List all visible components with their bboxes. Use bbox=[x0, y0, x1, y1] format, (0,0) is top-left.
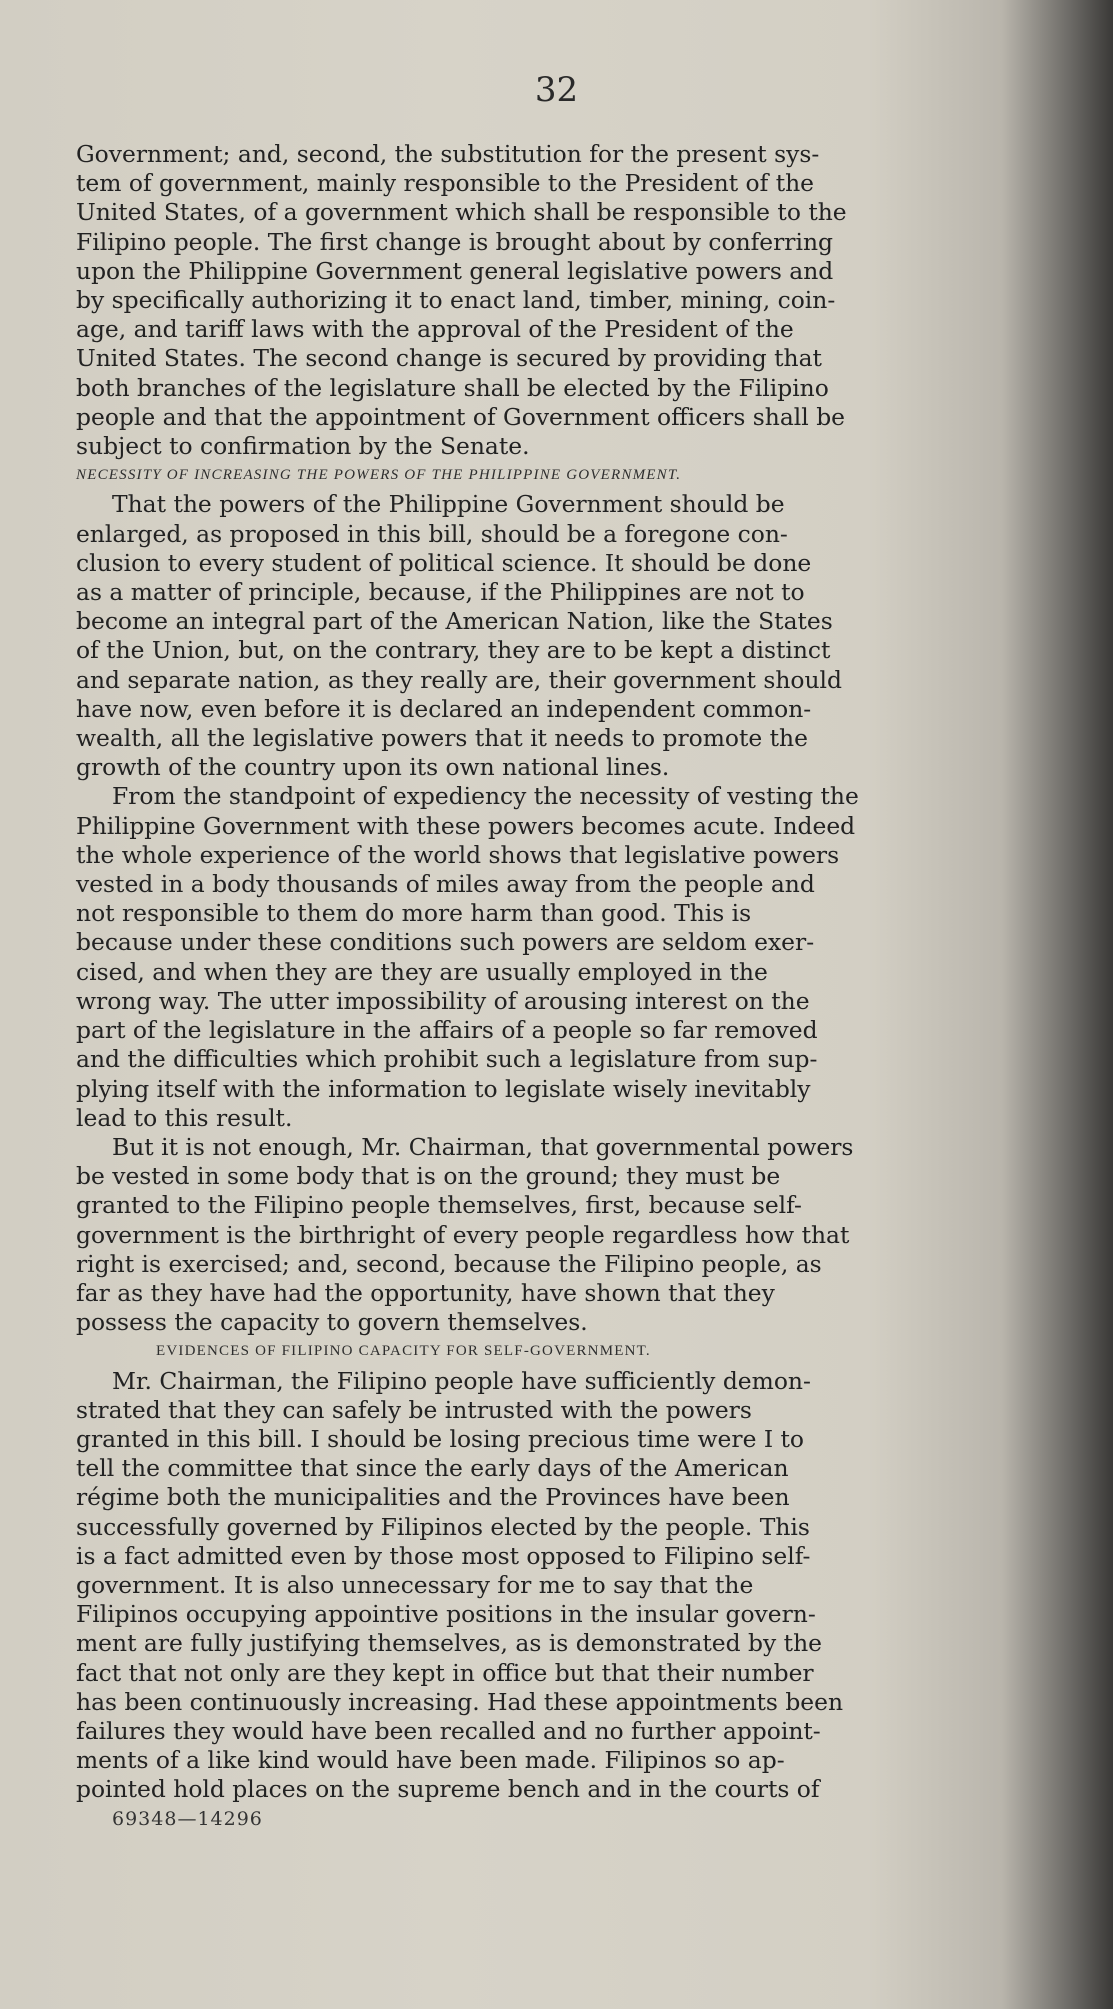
text-line: Filipino people. The first change is brought about by conferring bbox=[76, 227, 834, 256]
body-text bbox=[76, 140, 1056, 1833]
text-line: lead to this result. bbox=[76, 1103, 293, 1132]
text-line: ment are fully justifying themselves, as is demonstrated by the bbox=[76, 1629, 822, 1658]
text-line: wealth, all the legislative powers that it needs to promote the bbox=[76, 724, 808, 753]
text-line: government. It is also unnecessary for me to say that the bbox=[76, 1570, 754, 1599]
text-line: successfully governed by Filipinos elected by the people. This bbox=[76, 1512, 810, 1541]
text-line: by specifically authorizing it to enact land, timber, mining, coin- bbox=[76, 286, 836, 315]
text-line: government is the birthright of every people regardless how that bbox=[76, 1220, 850, 1249]
text-line: right is exercised; and, second, because the Filipino people, as bbox=[76, 1249, 822, 1278]
text-line: granted to the Filipino people themselves, first, because self- bbox=[76, 1191, 802, 1220]
text-line: pointed hold places on the supreme bench and in the courts of bbox=[76, 1775, 820, 1804]
text-line: as a matter of principle, because, if the Philippines are not to bbox=[76, 578, 805, 607]
text-line: become an integral part of the American Nation, like the States bbox=[76, 607, 833, 636]
footer-print-code: 69348—14296 bbox=[112, 1807, 263, 1830]
text-line: has been continuously increasing. Had these appointments been bbox=[76, 1687, 844, 1716]
paragraph-start-line: That the powers of the Philippine Government should be bbox=[112, 490, 785, 519]
page-number: 32 bbox=[534, 70, 579, 110]
text-line: far as they have had the opportunity, have shown that they bbox=[76, 1278, 775, 1307]
text-line: ments of a like kind would have been made. Filipinos so ap- bbox=[76, 1746, 785, 1775]
section-heading: NECESSITY OF INCREASING THE POWERS OF THE PHILIPPINE GOVERNMENT. bbox=[76, 467, 682, 484]
text-line: subject to confirmation by the Senate. bbox=[76, 432, 530, 461]
text-line: plying itself with the information to legislate wisely inevitably bbox=[76, 1074, 811, 1103]
text-line: because under these conditions such powers are seldom exer- bbox=[76, 928, 815, 957]
text-line: vested in a body thousands of miles away from the people and bbox=[76, 870, 815, 899]
paragraph-start-line: From the standpoint of expediency the necessity of vesting the bbox=[112, 782, 859, 811]
text-line: Philippine Government with these powers becomes acute. Indeed bbox=[76, 811, 856, 840]
text-line: age, and tariff laws with the approval of the President of the bbox=[76, 315, 794, 344]
text-line: failures they would have been recalled and no further appoint- bbox=[76, 1716, 821, 1745]
text-line: Filipinos occupying appointive positions in the insular govern- bbox=[76, 1600, 816, 1629]
text-line: not responsible to them do more harm than good. This is bbox=[76, 899, 752, 928]
text-line: enlarged, as proposed in this bill, should be a foregone con- bbox=[76, 519, 788, 548]
text-line: both branches of the legislature shall be elected by the Filipino bbox=[76, 373, 829, 402]
text-line: is a fact admitted even by those most opposed to Filipino self- bbox=[76, 1541, 811, 1570]
text-line: part of the legislature in the affairs of a people so far removed bbox=[76, 1016, 818, 1045]
text-line: United States. The second change is secured by providing that bbox=[76, 344, 822, 373]
text-line: régime both the municipalities and the Provinces have been bbox=[76, 1483, 790, 1512]
text-line: clusion to every student of political science. It should be done bbox=[76, 548, 812, 577]
text-line: tell the committee that since the early days of the American bbox=[76, 1454, 789, 1483]
text-line: Government; and, second, the substitution for the present sys- bbox=[76, 140, 820, 168]
text-line: strated that they can safely be intrusted with the powers bbox=[76, 1395, 752, 1424]
text-line: and the difficulties which prohibit such a legislature from sup- bbox=[76, 1045, 818, 1074]
text-line: wrong way. The utter impossibility of arousing interest on the bbox=[76, 986, 810, 1015]
text-line: and separate nation, as they really are, their government should bbox=[76, 665, 843, 694]
text-line: be vested in some body that is on the ground; they must be bbox=[76, 1162, 781, 1191]
text-line: upon the Philippine Government general legislative powers and bbox=[76, 256, 834, 285]
text-line: the whole experience of the world shows that legislative powers bbox=[76, 840, 840, 869]
text-line: fact that not only are they kept in office but that their number bbox=[76, 1658, 814, 1687]
section-heading: EVIDENCES OF FILIPINO CAPACITY FOR SELF-GOVERNMENT. bbox=[156, 1343, 651, 1360]
paragraph-start-line: But it is not enough, Mr. Chairman, that governmental powers bbox=[112, 1132, 854, 1161]
paragraph-start-line: Mr. Chairman, the Filipino people have sufficiently demon- bbox=[112, 1366, 811, 1395]
text-line: people and that the appointment of Government officers shall be bbox=[76, 402, 846, 431]
text-line: growth of the country upon its own national lines. bbox=[76, 753, 670, 782]
text-line: cised, and when they are they are usually employed in the bbox=[76, 957, 768, 986]
text-line: possess the capacity to govern themselves. bbox=[76, 1308, 588, 1337]
text-line: granted in this bill. I should be losing precious time were I to bbox=[76, 1424, 804, 1453]
text-line: have now, even before it is declared an independent common- bbox=[76, 694, 812, 723]
text-line: tem of government, mainly responsible to the President of the bbox=[76, 169, 815, 198]
text-line: of the Union, but, on the contrary, they are to be kept a distinct bbox=[76, 636, 831, 665]
text-line: United States, of a government which shall be responsible to the bbox=[76, 198, 847, 227]
